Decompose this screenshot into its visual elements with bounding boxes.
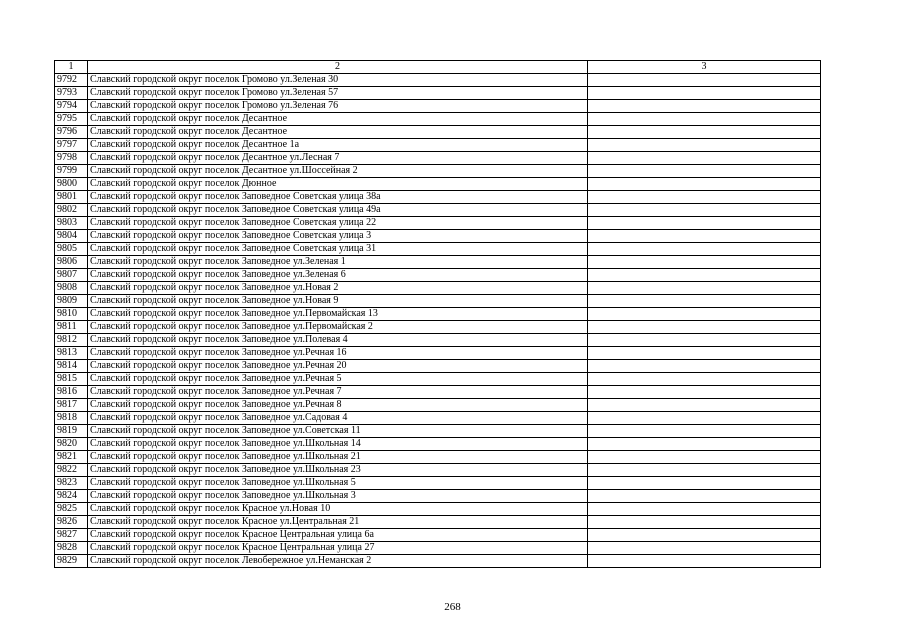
column-header-1: 1 [55, 61, 88, 74]
table-row [55, 464, 821, 477]
table-row [55, 139, 821, 152]
table-row [55, 451, 821, 464]
address-cell: Славский городской округ поселок Громово ул.Зеленая 76 [88, 100, 588, 113]
address-cell: Славский городской округ поселок Заповедное ул.Школьная 5 [88, 477, 588, 490]
address-cell: Славский городской округ поселок Заповедное ул.Школьная 3 [88, 490, 588, 503]
address-cell: Славский городской округ поселок Громово ул.Зеленая 57 [88, 87, 588, 100]
row-number-cell: 9797 [55, 139, 88, 152]
row-number-cell: 9825 [55, 503, 88, 516]
column-3-cell [588, 321, 821, 334]
table-row [55, 126, 821, 139]
row-number-cell: 9820 [55, 438, 88, 451]
row-number-cell: 9817 [55, 399, 88, 412]
table-row [55, 516, 821, 529]
address-cell: Славский городской округ поселок Заповедное Советская улица 38а [88, 191, 588, 204]
table-row [55, 321, 821, 334]
row-number-cell: 9796 [55, 126, 88, 139]
column-3-cell [588, 87, 821, 100]
row-number-cell: 9804 [55, 230, 88, 243]
row-number-cell: 9824 [55, 490, 88, 503]
table-row [55, 204, 821, 217]
column-3-cell [588, 178, 821, 191]
address-cell: Славский городской округ поселок Заповедное ул.Школьная 14 [88, 438, 588, 451]
table-row [55, 243, 821, 256]
address-cell: Славский городской округ поселок Заповедное ул.Полевая 4 [88, 334, 588, 347]
column-3-cell [588, 74, 821, 87]
column-3-cell [588, 308, 821, 321]
row-number-cell: 9801 [55, 191, 88, 204]
address-cell: Славский городской округ поселок Заповедное ул.Садовая 4 [88, 412, 588, 425]
column-3-cell [588, 555, 821, 568]
table-row [55, 230, 821, 243]
table-row [55, 503, 821, 516]
table-row [55, 360, 821, 373]
column-3-cell [588, 243, 821, 256]
column-3-cell [588, 256, 821, 269]
address-cell: Славский городской округ поселок Заповедное Советская улица 31 [88, 243, 588, 256]
column-3-cell [588, 529, 821, 542]
address-cell: Славский городской округ поселок Заповедное ул.Речная 8 [88, 399, 588, 412]
column-3-cell [588, 360, 821, 373]
page-number: 268 [444, 601, 461, 613]
column-3-cell [588, 295, 821, 308]
table-row [55, 256, 821, 269]
row-number-cell: 9827 [55, 529, 88, 542]
address-cell: Славский городской округ поселок Красное ул.Центральная 21 [88, 516, 588, 529]
column-3-cell [588, 373, 821, 386]
row-number-cell: 9822 [55, 464, 88, 477]
column-3-cell [588, 230, 821, 243]
address-cell: Славский городской округ поселок Заповедное ул.Новая 9 [88, 295, 588, 308]
address-cell: Славский городской округ поселок Десантное 1а [88, 139, 588, 152]
column-3-cell [588, 191, 821, 204]
table-row [55, 542, 821, 555]
column-3-cell [588, 542, 821, 555]
row-number-cell: 9810 [55, 308, 88, 321]
address-cell: Славский городской округ поселок Красное Центральная улица 27 [88, 542, 588, 555]
address-cell: Славский городской округ поселок Левобережное ул.Неманская 2 [88, 555, 588, 568]
table-row [55, 334, 821, 347]
address-cell: Славский городской округ поселок Дюнное [88, 178, 588, 191]
address-cell: Славский городской округ поселок Заповедное ул.Первомайская 13 [88, 308, 588, 321]
column-3-cell [588, 165, 821, 178]
row-number-cell: 9812 [55, 334, 88, 347]
address-cell: Славский городской округ поселок Заповедное ул.Первомайская 2 [88, 321, 588, 334]
row-number-cell: 9807 [55, 269, 88, 282]
column-3-cell [588, 516, 821, 529]
row-number-cell: 9813 [55, 347, 88, 360]
table-row [55, 152, 821, 165]
address-cell: Славский городской округ поселок Громово ул.Зеленая 30 [88, 74, 588, 87]
row-number-cell: 9821 [55, 451, 88, 464]
table-row [55, 217, 821, 230]
column-3-cell [588, 100, 821, 113]
column-3-cell [588, 386, 821, 399]
row-number-cell: 9814 [55, 360, 88, 373]
table-row [55, 412, 821, 425]
column-3-cell [588, 425, 821, 438]
column-3-cell [588, 347, 821, 360]
table-row [55, 399, 821, 412]
table-row [55, 87, 821, 100]
table-row [55, 282, 821, 295]
table-header-row [55, 61, 821, 74]
table-row [55, 113, 821, 126]
table-row [55, 347, 821, 360]
address-cell: Славский городской округ поселок Заповедное ул.Зеленая 1 [88, 256, 588, 269]
address-cell: Славский городской округ поселок Заповедное Советская улица 3 [88, 230, 588, 243]
address-cell: Славский городской округ поселок Десантное [88, 126, 588, 139]
address-cell: Славский городской округ поселок Десантное ул.Лесная 7 [88, 152, 588, 165]
table-row [55, 373, 821, 386]
row-number-cell: 9794 [55, 100, 88, 113]
row-number-cell: 9826 [55, 516, 88, 529]
row-number-cell: 9799 [55, 165, 88, 178]
table-row [55, 269, 821, 282]
table-row [55, 477, 821, 490]
row-number-cell: 9803 [55, 217, 88, 230]
address-cell: Славский городской округ поселок Заповедное ул.Школьная 21 [88, 451, 588, 464]
column-3-cell [588, 451, 821, 464]
row-number-cell: 9811 [55, 321, 88, 334]
address-cell: Славский городской округ поселок Заповедное ул.Новая 2 [88, 282, 588, 295]
column-3-cell [588, 126, 821, 139]
table-row [55, 386, 821, 399]
address-cell: Славский городской округ поселок Заповедное ул.Речная 20 [88, 360, 588, 373]
address-cell: Славский городской округ поселок Красное ул.Новая 10 [88, 503, 588, 516]
table-row [55, 490, 821, 503]
row-number-cell: 9792 [55, 74, 88, 87]
column-3-cell [588, 139, 821, 152]
column-3-cell [588, 412, 821, 425]
table-row [55, 295, 821, 308]
table-row [55, 178, 821, 191]
column-3-cell [588, 399, 821, 412]
table-body [55, 74, 821, 568]
column-3-cell [588, 217, 821, 230]
row-number-cell: 9793 [55, 87, 88, 100]
column-3-cell [588, 464, 821, 477]
address-cell: Славский городской округ поселок Заповедное ул.Школьная 23 [88, 464, 588, 477]
table-row [55, 555, 821, 568]
address-table [54, 60, 821, 568]
address-cell: Славский городской округ поселок Заповедное ул.Речная 5 [88, 373, 588, 386]
address-cell: Славский городской округ поселок Заповедное ул.Зеленая 6 [88, 269, 588, 282]
column-3-cell [588, 152, 821, 165]
column-header-2: 2 [88, 61, 588, 74]
table-row [55, 425, 821, 438]
row-number-cell: 9818 [55, 412, 88, 425]
address-cell: Славский городской округ поселок Десантное [88, 113, 588, 126]
column-header-3: 3 [588, 61, 821, 74]
row-number-cell: 9806 [55, 256, 88, 269]
row-number-cell: 9800 [55, 178, 88, 191]
row-number-cell: 9809 [55, 295, 88, 308]
row-number-cell: 9828 [55, 542, 88, 555]
address-cell: Славский городской округ поселок Заповедное ул.Советская 11 [88, 425, 588, 438]
column-3-cell [588, 334, 821, 347]
row-number-cell: 9829 [55, 555, 88, 568]
column-3-cell [588, 477, 821, 490]
column-3-cell [588, 113, 821, 126]
address-cell: Славский городской округ поселок Десантное ул.Шоссейная 2 [88, 165, 588, 178]
column-3-cell [588, 204, 821, 217]
row-number-cell: 9815 [55, 373, 88, 386]
column-3-cell [588, 269, 821, 282]
row-number-cell: 9823 [55, 477, 88, 490]
column-3-cell [588, 503, 821, 516]
address-cell: Славский городской округ поселок Заповедное ул.Речная 16 [88, 347, 588, 360]
address-cell: Славский городской округ поселок Заповедное Советская улица 49а [88, 204, 588, 217]
table-row [55, 308, 821, 321]
row-number-cell: 9805 [55, 243, 88, 256]
row-number-cell: 9816 [55, 386, 88, 399]
table-row [55, 165, 821, 178]
address-cell: Славский городской округ поселок Заповедное Советская улица 22 [88, 217, 588, 230]
column-3-cell [588, 438, 821, 451]
row-number-cell: 9795 [55, 113, 88, 126]
column-3-cell [588, 490, 821, 503]
table-row [55, 529, 821, 542]
row-number-cell: 9819 [55, 425, 88, 438]
table-row [55, 74, 821, 87]
address-cell: Славский городской округ поселок Заповедное ул.Речная 7 [88, 386, 588, 399]
address-cell: Славский городской округ поселок Красное Центральная улица 6а [88, 529, 588, 542]
row-number-cell: 9802 [55, 204, 88, 217]
column-3-cell [588, 282, 821, 295]
row-number-cell: 9808 [55, 282, 88, 295]
table-row [55, 191, 821, 204]
table-row [55, 100, 821, 113]
row-number-cell: 9798 [55, 152, 88, 165]
table-row [55, 438, 821, 451]
